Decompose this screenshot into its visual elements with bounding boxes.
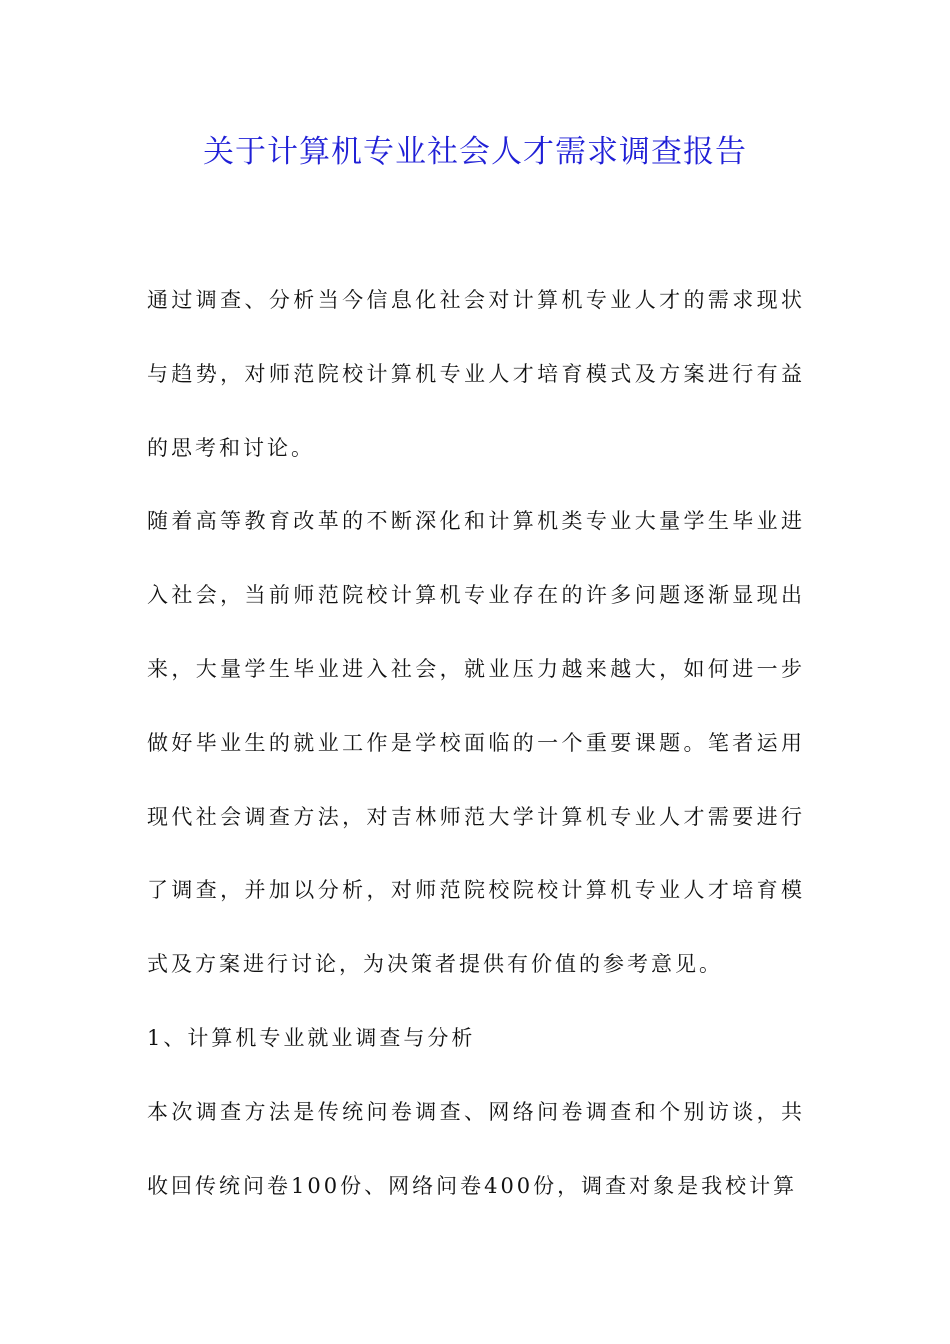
paragraph-background: 随着高等教育改革的不断深化和计算机类专业大量学生毕业进入社会，当前师范院校计算机专业存在的许多问题逐渐显现出来，大量学生毕业进入社会，就业压力越来越大，如何进一步做好毕业生的就业工作是学校面临的一个重要课题。笔者运用现代社会调查方法，对吉林师范大学计算机专业人才需要进行了调查，并加以分析，对师范院校院校计算机专业人才培育模式及方案进行讨论，为决策者提供有价值的参考意见。 xyxy=(147,509,805,977)
paragraph-survey-method: 本次调查方法是传统问卷调查、网络问卷调查和个别访谈，共收回传统问卷100份、网络问卷400份，调查对象是我校计算 xyxy=(147,1099,805,1198)
section-heading-1: 1、计算机专业就业调查与分析 xyxy=(147,1025,476,1050)
paragraph-intro: 通过调查、分析当今信息化社会对计算机专业人才的需求现状与趋势，对师范院校计算机专业人才培育模式及方案进行有益的思考和讨论。 xyxy=(147,288,805,460)
document-body xyxy=(147,264,805,1223)
document-title: 关于计算机专业社会人才需求调查报告 xyxy=(203,134,747,170)
